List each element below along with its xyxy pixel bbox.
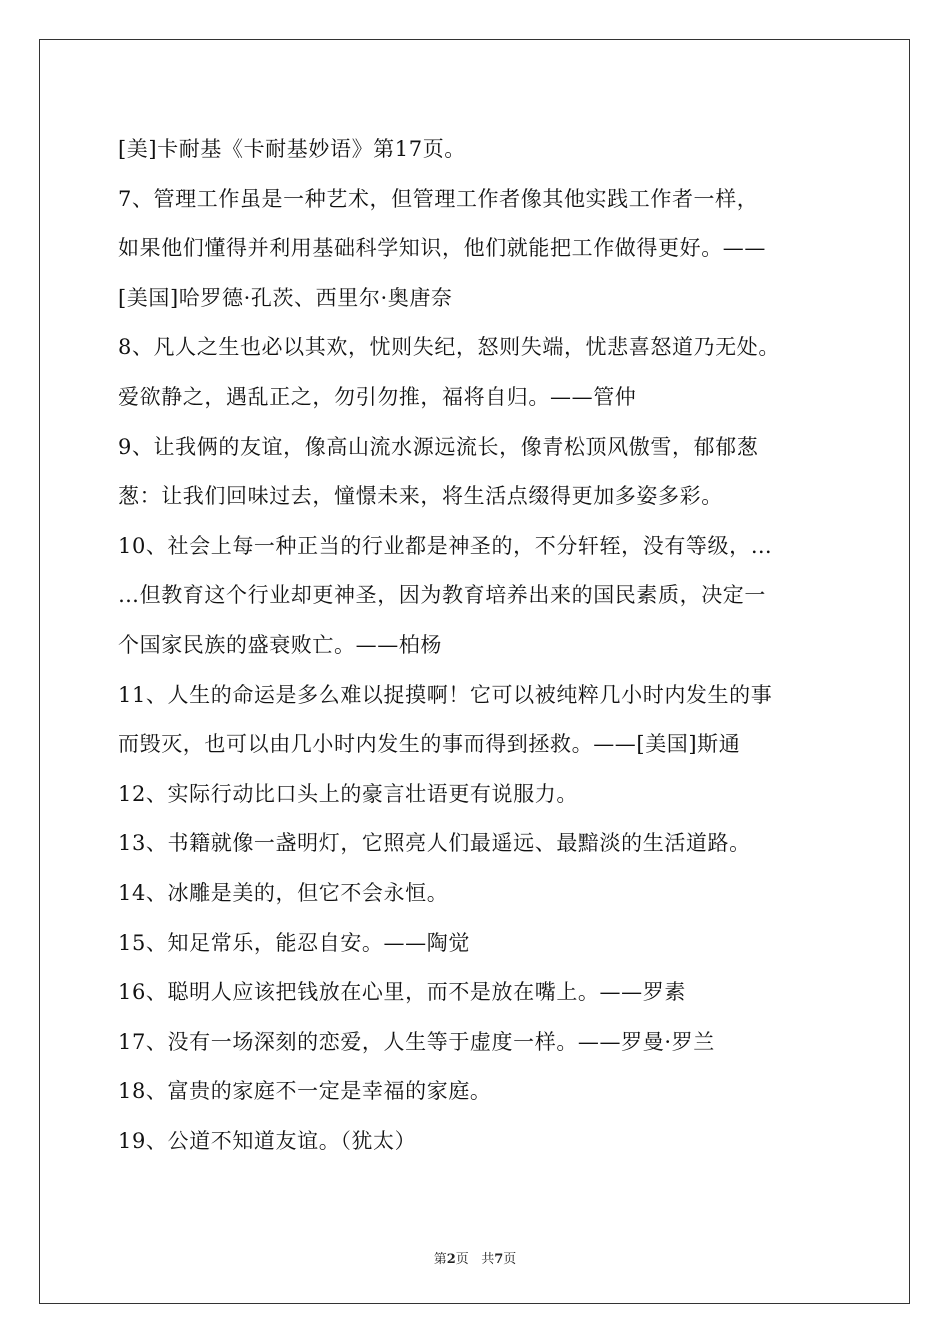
text-line: 而毁灭，也可以由几小时内发生的事而得到拯救。——[美国]斯通	[118, 732, 741, 757]
page-footer	[0, 1248, 950, 1267]
text-line: 19、公道不知道友谊。（犹太）	[118, 1128, 417, 1153]
text-line: [美]卡耐基《卡耐基妙语》第17页。	[118, 137, 466, 161]
text-line: [美国]哈罗德·孔茨、西里尔·奥唐奈	[118, 285, 453, 310]
document-body	[118, 125, 838, 1166]
text-line: 爱欲静之，遇乱正之，勿引勿推，福将自归。——管仲	[118, 384, 637, 409]
page-number: 2	[446, 1252, 456, 1267]
text-line: …但教育这个行业却更神圣，因为教育培养出来的国民素质，决定一	[118, 583, 766, 608]
footer-total-prefix: 共	[481, 1252, 495, 1267]
text-line: 11、人生的命运是多么难以捉摸啊！它可以被纯粹几小时内发生的事	[118, 682, 773, 707]
text-line: 葱：让我们回味过去，憧憬未来，将生活点缀得更加多姿多彩。	[118, 484, 723, 509]
text-line: 10、社会上每一种正当的行业都是神圣的，不分轩轾，没有等级，…	[118, 533, 773, 558]
text-line: 个国家民族的盛衰败亡。——柏杨	[118, 632, 442, 657]
text-line: 7、管理工作虽是一种艺术，但管理工作者像其他实践工作者一样，	[118, 186, 759, 211]
text-line: 15、知足常乐，能忍自安。——陶觉	[118, 930, 470, 955]
text-line: 如果他们懂得并利用基础科学知识，他们就能把工作做得更好。——	[118, 236, 766, 261]
footer-page-suffix: 页	[455, 1252, 469, 1267]
text-line: 13、书籍就像一盏明灯，它照亮人们最遥远、最黯淡的生活道路。	[118, 831, 751, 856]
text-line: 14、冰雕是美的，但它不会永恒。	[118, 880, 449, 905]
footer-prefix: 第	[433, 1252, 447, 1267]
text-line: 9、让我俩的友谊，像高山流水源远流长，像青松顶风傲雪，郁郁葱	[118, 434, 759, 459]
text-line: 18、富贵的家庭不一定是幸福的家庭。	[118, 1079, 492, 1104]
text-line: 17、没有一场深刻的恋爱，人生等于虚度一样。——罗曼·罗兰	[118, 1029, 715, 1054]
text-line: 12、实际行动比口头上的豪言壮语更有说服力。	[118, 781, 578, 806]
footer-total-suffix: 页	[503, 1252, 517, 1267]
page-total: 7	[494, 1252, 504, 1267]
text-line: 16、聪明人应该把钱放在心里，而不是放在嘴上。——罗素	[118, 980, 686, 1005]
text-line: 8、凡人之生也必以其欢，忧则失纪，怒则失端，忧悲喜怒道乃无处。	[118, 335, 780, 360]
